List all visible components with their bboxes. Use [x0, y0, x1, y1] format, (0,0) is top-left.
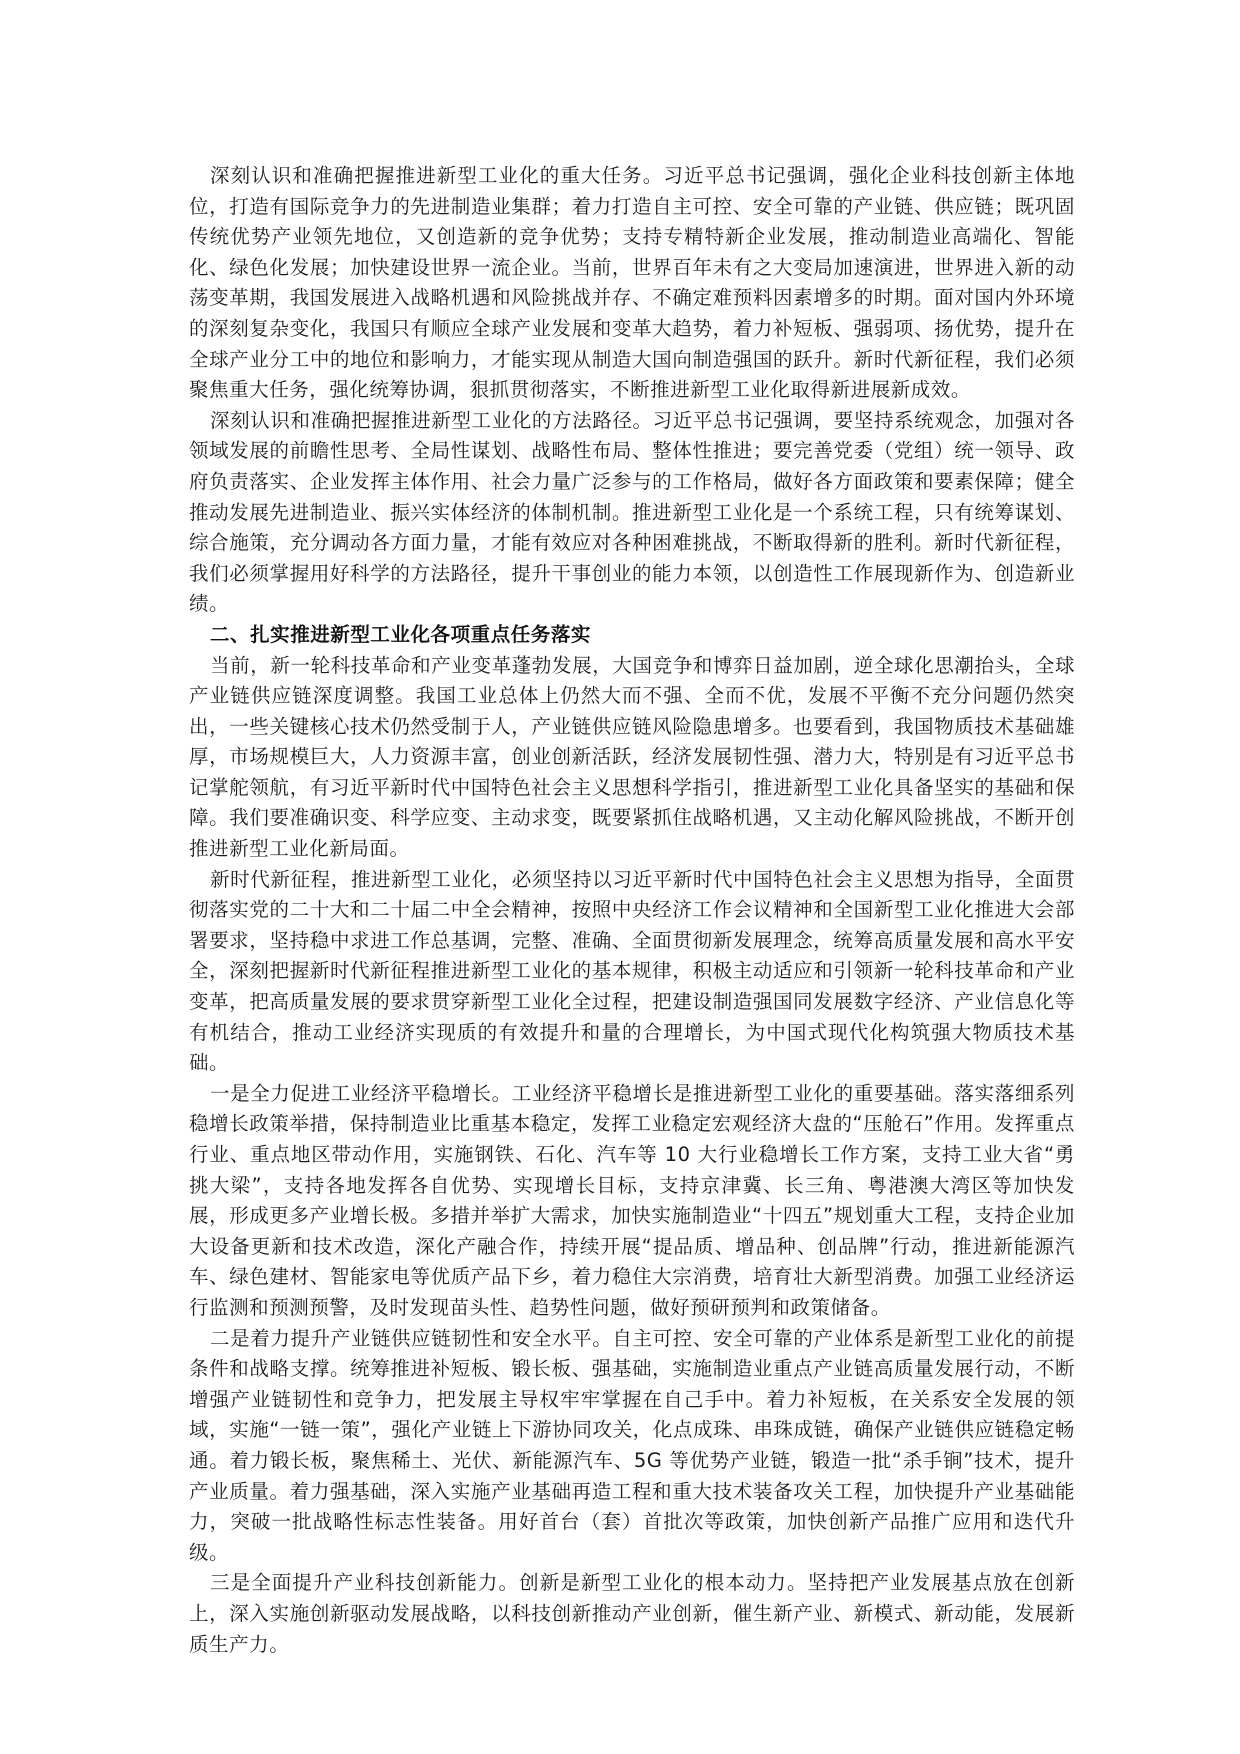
paragraph-method-path: 深刻认识和准确把握推进新型工业化的方法路径。习近平总书记强调，要坚持系统观念，加强对各领域发展的前瞻性思考、全局性谋划、战略性布局、整体性推进；要完善党委（党组）统一领导、政府负责落实、企业发挥主体作用、社会力量广泛参与的工作格局，做好各方面政策和要素保障；健全推动发展先进制造业、振兴实体经济的体制机制。推进新型工业化是一个系统工程，只有统筹谋划、综合施策，充分调动各方面力量，才能有效应对各种困难挑战，不断取得新的胜利。新时代新征程，我们必须掌握用好科学的方法路径，提升干事创业的能力本领，以创造性工作展现新作为、创造新业绩。 — [189, 408, 1075, 616]
section-heading-2: 二、扎实推进新型工业化各项重点任务落实 — [210, 622, 591, 646]
paragraph-major-tasks: 深刻认识和准确把握推进新型工业化的重大任务。习近平总书记强调，强化企业科技创新主体地位，打造有国际竞争力的先进制造业集群；着力打造自主可控、安全可靠的产业链、供应链；既巩固传统优势产业领先地位，又创造新的竞争优势；支持专精特新企业发展，推动制造业高端化、智能化、绿色化发展；加快建设世界一流企业。当前，世界百年未有之大变局加速演进，世界进入新的动荡变革期，我国发展进入战略机遇和风险挑战并存、不确定难预料因素增多的时期。面对国内外环境的深刻复杂变化，我国只有顺应全球产业发展和变革大趋势，着力补短板、强弱项、扬优势，提升在全球产业分工中的地位和影响力，才能实现从制造大国向制造强国的跃升。新时代新征程，我们必须聚焦重大任务，强化统筹协调，狠抓贯彻落实，不断推进新型工业化取得新进展新成效。 — [189, 164, 1075, 402]
document-page — [189, 161, 1075, 1660]
paragraph-point-1-growth: 一是全力促进工业经济平稳增长。工业经济平稳增长是推进新型工业化的重要基础。落实落细系列稳增长政策举措，保持制造业比重基本稳定，发挥工业稳定宏观经济大盘的“压舱石”作用。发挥重点行业、重点地区带动作用，实施钢铁、石化、汽车等 10 大行业稳增长工作方案，支持工业大省“勇挑大梁”，支持各地发挥各自优势、实现增长目标，支持京津冀、长三角、粤港澳大湾区等加快发展，形成更多产业增长极。多措并举扩大需求，加快实施制造业“十四五”规划重大工程，支持企业加大设备更新和技术改造，深化产融合作，持续开展“提品质、增品种、创品牌”行动，推进新能源汽车、绿色建材、智能家电等优质产品下乡，着力稳住大宗消费，培育壮大新型消费。加强工业经济运行监测和预测预警，及时发现苗头性、趋势性问题，做好预研预判和政策储备。 — [189, 1081, 1075, 1319]
paragraph-point-2-supply-chain: 二是着力提升产业链供应链韧性和安全水平。自主可控、安全可靠的产业体系是新型工业化的前提条件和战略支撑。统筹推进补短板、锻长板、强基础，实施制造业重点产业链高质量发展行动，不断增强产业链韧性和竞争力，把发展主导权牢牢掌握在自己手中。着力补短板，在关系安全发展的领域，实施“一链一策”，强化产业链上下游协同攻关，化点成珠、串珠成链，确保产业链供应链稳定畅通。着力锻长板，聚焦稀土、光伏、新能源汽车、5G 等优势产业链，锻造一批“杀手锏”技术，提升产业质量。着力强基础，深入实施产业基础再造工程和重大技术装备攻关工程，加快提升产业基础能力，突破一批战略性标志性装备。用好首台（套）首批次等政策，加快创新产品推广应用和迭代升级。 — [189, 1326, 1075, 1564]
paragraph-current-situation: 当前，新一轮科技革命和产业变革蓬勃发展，大国竞争和博弈日益加剧，逆全球化思潮抬头，全球产业链供应链深度调整。我国工业总体上仍然大而不强、全而不优，发展不平衡不充分问题仍然突出，一些关键核心技术仍然受制于人，产业链供应链风险隐患增多。也要看到，我国物质技术基础雄厚，市场规模巨大，人力资源丰富，创业创新活跃，经济发展韧性强、潜力大，特别是有习近平总书记掌舵领航，有习近平新时代中国特色社会主义思想科学指引，推进新型工业化具备坚实的基础和保障。我们要准确识变、科学应变、主动求变，既要紧抓住战略机遇，又主动化解风险挑战，不断开创推进新型工业化新局面。 — [189, 653, 1075, 861]
paragraph-point-3-innovation: 三是全面提升产业科技创新能力。创新是新型工业化的根本动力。坚持把产业发展基点放在创新上，深入实施创新驱动发展战略，以科技创新推动产业创新，催生新产业、新模式、新动能，发展新质生产力。 — [189, 1571, 1075, 1656]
paragraph-new-era: 新时代新征程，推进新型工业化，必须坚持以习近平新时代中国特色社会主义思想为指导，全面贯彻落实党的二十大和二十届二中全会精神，按照中央经济工作会议精神和全国新型工业化推进大会部署要求，坚持稳中求进工作总基调，完整、准确、全面贯彻新发展理念，统筹高质量发展和高水平安全，深刻把握新时代新征程推进新型工业化的基本规律，积极主动适应和引领新一轮科技革命和产业变革，把高质量发展的要求贯穿新型工业化全过程，把建设制造强国同发展数字经济、产业信息化等有机结合，推动工业经济实现质的有效提升和量的合理增长，为中国式现代化构筑强大物质技术基础。 — [189, 867, 1075, 1075]
